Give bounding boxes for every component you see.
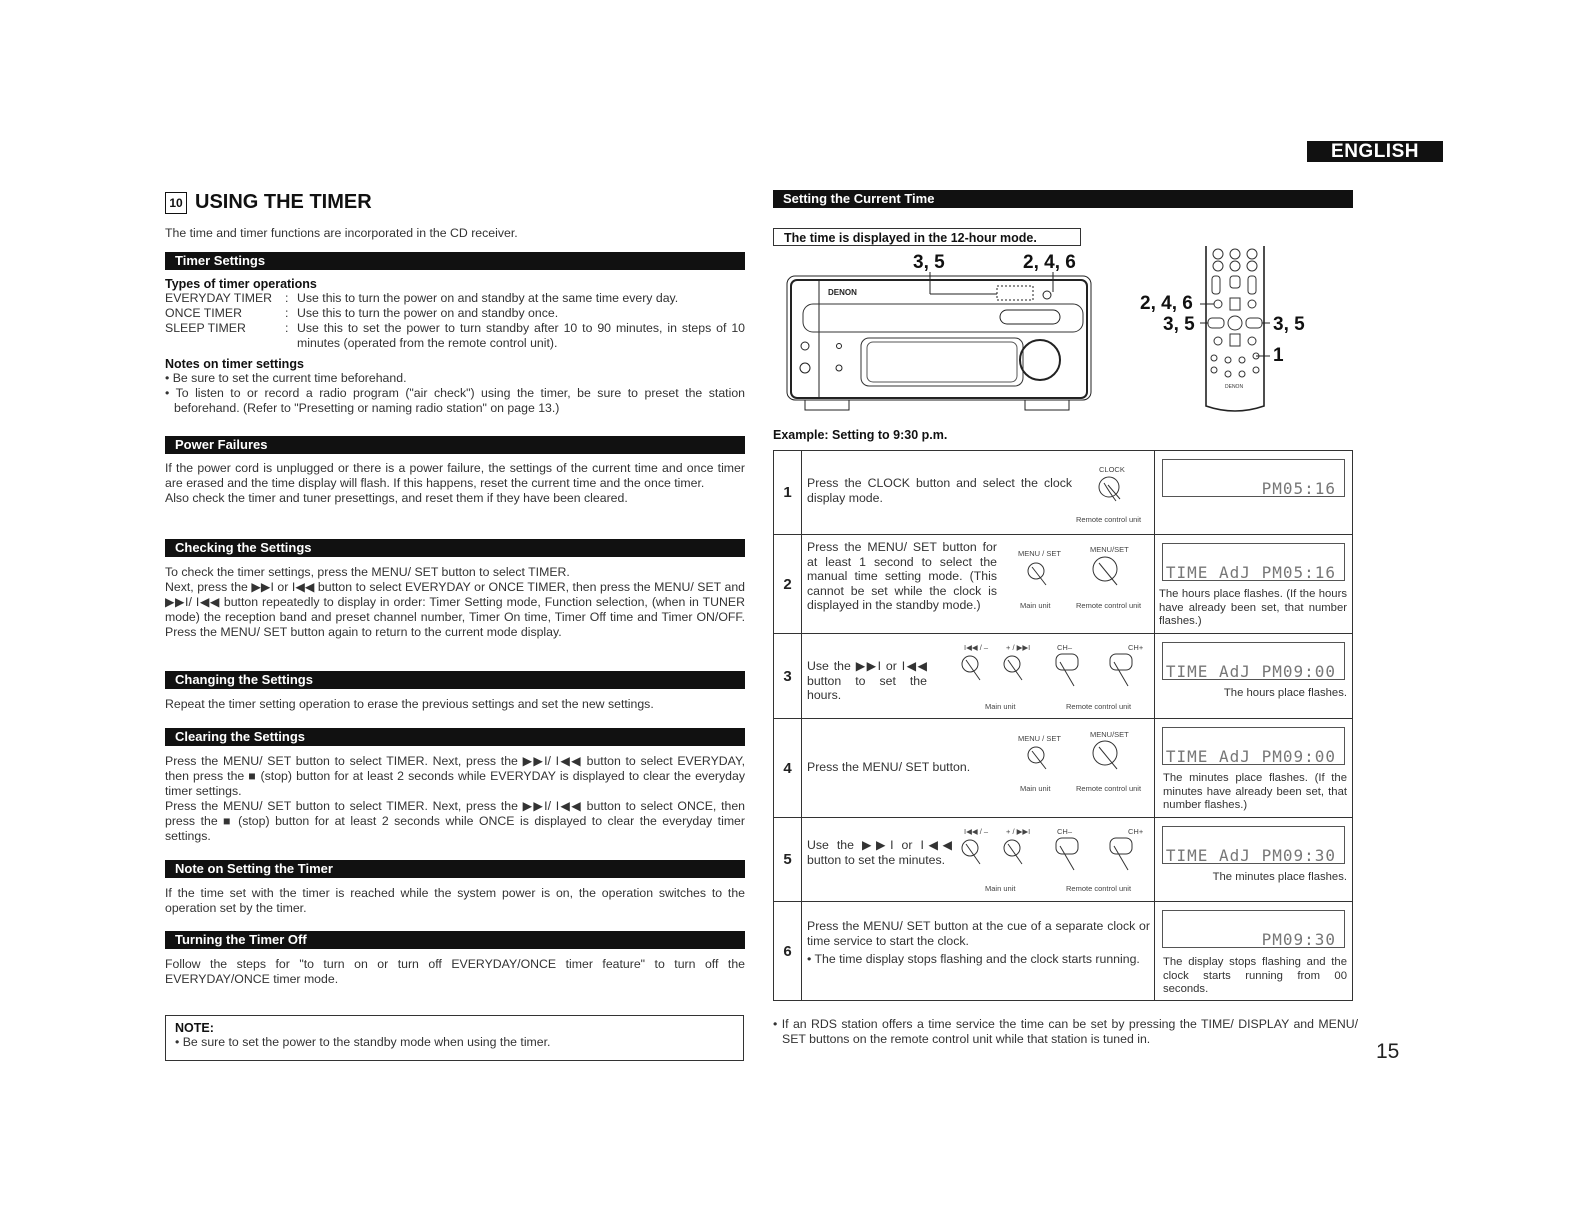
display-column bbox=[1154, 451, 1352, 534]
step-text: Press the MENU/ SET button. bbox=[807, 760, 971, 774]
remote-brand: DENON bbox=[1225, 384, 1244, 390]
step-text: Press the CLOCK button and select the clock display mode. bbox=[807, 476, 1072, 505]
heading-checking-settings: Checking the Settings bbox=[165, 539, 745, 557]
power-failures-p2: Also check the timer and tuner presettings, and reset them if they have been cleared. bbox=[165, 491, 628, 505]
display-note: The hours place flashes. bbox=[1223, 687, 1347, 699]
timer-type-desc: Use this to turn the power on and standby once. bbox=[297, 306, 559, 320]
remote-unit-label: Remote control unit bbox=[1076, 784, 1142, 793]
remote-label-a: 2, 4, 6 bbox=[1140, 293, 1193, 314]
menu-set-remote-label: MENU/SET bbox=[1090, 730, 1129, 739]
menu-set-main-label: MENU / SET bbox=[1018, 734, 1061, 743]
step-row bbox=[774, 902, 1352, 1000]
clock-button-icon bbox=[1094, 473, 1128, 507]
step-text: Press the MENU/ SET button for at least 1 second to select the manual time setting mode. (This cannot be set while the clock is displayed in the standby mode.) bbox=[807, 540, 997, 612]
lcd-display: TIME AdJ PM05:16 bbox=[1162, 543, 1345, 581]
note-setting-text: If the time set with the timer is reached while the system power is on, the operation switches to the operation set by the timer. bbox=[165, 886, 745, 915]
clock-label: CLOCK bbox=[1099, 465, 1125, 474]
twelve-hour-mode-note: The time is displayed in the 12-hour mode. bbox=[773, 228, 1081, 246]
rds-note: • If an RDS station offers a time service the time can be set by pressing the TIME/ DISPLAY and MENU/ SET buttons on the remote control unit while that station is tuned in. bbox=[773, 1017, 1358, 1046]
menu-set-main-icon bbox=[1024, 743, 1054, 773]
step-text: Use the ▶▶I or I◀◀ button to set the minutes. bbox=[807, 838, 952, 867]
step-text-bullet: • The time display stops flashing and the clock starts running. bbox=[807, 952, 1140, 966]
step-row bbox=[774, 535, 1352, 634]
turning-off-text: Follow the steps for "to turn on or turn off EVERYDAY/ONCE timer feature" to turn off the EVERYDAY/ONCE timer mode. bbox=[165, 957, 745, 986]
step-number: 6 bbox=[774, 902, 802, 1000]
display-column bbox=[1154, 634, 1352, 718]
skip-back-label: I◀◀ / – bbox=[964, 827, 989, 836]
step-text: Use the ▶▶I or I◀◀ button to set the hours. bbox=[807, 659, 927, 702]
step-row bbox=[774, 634, 1352, 719]
page-number: 15 bbox=[1376, 1040, 1400, 1063]
menu-set-remote-icon bbox=[1089, 553, 1125, 589]
heading-power-failures: Power Failures bbox=[165, 436, 745, 454]
heading-turning-timer-off: Turning the Timer Off bbox=[165, 931, 745, 949]
timer-types-block bbox=[165, 277, 745, 416]
unit-brand: DENON bbox=[828, 288, 857, 297]
step-number: 1 bbox=[774, 451, 802, 534]
lcd-display: TIME AdJ PM09:30 bbox=[1162, 826, 1345, 864]
note-box bbox=[165, 1015, 744, 1061]
skip-back-label: I◀◀ / – bbox=[964, 643, 989, 652]
note-text: • Be sure to set the power to the standby mode when using the timer. bbox=[175, 1035, 551, 1049]
main-unit-label: Main unit bbox=[1020, 784, 1051, 793]
chapter-title: USING THE TIMER bbox=[195, 191, 372, 213]
step-row bbox=[774, 818, 1352, 902]
steps-table bbox=[773, 450, 1353, 1001]
clearing-p1: Press the MENU/ SET button to select TIMER. Next, press the ▶▶I/ I◀◀ button to select EVERYDAY, then press the ■ (stop) button for at least 2 seconds while EVERYDAY is displayed to clear the everyday timer settings. bbox=[165, 754, 745, 798]
menu-set-main-icon bbox=[1024, 559, 1054, 589]
example-title: Example: Setting to 9:30 p.m. bbox=[773, 428, 948, 442]
timer-type-desc: Use this to turn the power on and standby at the same time every day. bbox=[297, 291, 679, 305]
heading-setting-current-time: Setting the Current Time bbox=[773, 190, 1353, 208]
checking-text bbox=[165, 565, 745, 640]
remote-label-b: 3, 5 bbox=[1163, 314, 1195, 335]
language-tab: ENGLISH bbox=[1307, 141, 1443, 162]
step-text-main: Press the MENU/ SET button at the cue of a separate clock or time service to start the clock. bbox=[807, 919, 1150, 948]
checking-p2: Next, press the ▶▶I or I◀◀ button to select EVERYDAY or ONCE TIMER, then press the MENU/ SET and ▶▶I/ I◀◀ button repeatedly to display in order: Timer Setting mode, Function selection, (when in TUNER mode) the reception band and preset channel number, Timer On time, Timer Off time and Timer ON/OFF. Press the MENU/ SET button again to return to the current mode display. bbox=[165, 580, 745, 639]
display-column bbox=[1154, 719, 1352, 817]
timer-type-row: SLEEP TIMER : Use this to set the power to turn standby after 10 to 90 minutes, in steps of 10 minutes (operated from the remote control unit). bbox=[165, 321, 745, 350]
timer-type-name: EVERYDAY TIMER bbox=[165, 291, 273, 305]
step-text bbox=[807, 919, 1150, 967]
display-note: The display stops flashing and the clock starts running from 00 seconds. bbox=[1163, 956, 1347, 995]
display-note: The minutes place flashes. (If the minutes have already been set, that number flashes.) bbox=[1163, 772, 1347, 811]
timer-type-name: ONCE TIMER bbox=[165, 306, 242, 320]
ch-minus-label: CH– bbox=[1057, 643, 1073, 652]
menu-set-remote-icon bbox=[1089, 737, 1125, 773]
lcd-display: TIME AdJ PM09:00 bbox=[1162, 727, 1345, 765]
step-number: 2 bbox=[774, 535, 802, 633]
clearing-text bbox=[165, 754, 745, 844]
heading-clearing-settings: Clearing the Settings bbox=[165, 728, 745, 746]
timer-note: • To listen to or record a radio program ("air check") using the timer, be sure to preset the station beforehand. (Refer to "Presetting or naming radio station" on page 13.) bbox=[165, 386, 745, 415]
unit-label-left: 3, 5 bbox=[913, 252, 945, 273]
main-unit-label: Main unit bbox=[985, 884, 1016, 893]
display-column bbox=[1154, 902, 1352, 1000]
page-title bbox=[165, 191, 372, 214]
checking-p1: To check the timer settings, press the MENU/ SET button to select TIMER. bbox=[165, 565, 570, 579]
skip-buttons-icon bbox=[960, 836, 1150, 880]
timer-type-row: ONCE TIMER : Use this to turn the power on and standby once. bbox=[165, 306, 745, 321]
remote-label-d: 1 bbox=[1273, 345, 1284, 366]
timer-type-desc: Use this to set the power to turn standby after 10 to 90 minutes, in steps of 10 minutes (operated from the remote control unit). bbox=[297, 321, 745, 350]
display-note: The hours place flashes. (If the hours have already been set, that number flashes.) bbox=[1159, 588, 1347, 627]
power-failures-p1: If the power cord is unplugged or there is a power failure, the settings of the current time and once timer are erased and the time display will flash. If this happens, reset the current time and the once timer. bbox=[165, 461, 745, 490]
timer-type-name: SLEEP TIMER bbox=[165, 321, 246, 335]
main-unit-label: Main unit bbox=[1020, 601, 1051, 610]
notes-title: Notes on timer settings bbox=[165, 357, 304, 371]
ch-minus-label: CH– bbox=[1057, 827, 1073, 836]
timer-type-row: EVERYDAY TIMER : Use this to turn the power on and standby at the same time every day. bbox=[165, 291, 745, 306]
lcd-display: TIME AdJ PM09:00 bbox=[1162, 642, 1345, 680]
heading-note-setting-timer: Note on Setting the Timer bbox=[165, 860, 745, 878]
lcd-display: PM05:16 bbox=[1162, 459, 1345, 497]
power-failures-text bbox=[165, 461, 745, 506]
skip-fwd-label: + / ▶▶I bbox=[1006, 827, 1031, 836]
lcd-display: PM09:30 bbox=[1162, 910, 1345, 948]
step-number: 5 bbox=[774, 818, 802, 901]
clearing-p2: Press the MENU/ SET button to select TIMER. Next, press the ▶▶I/ I◀◀ button to select ONCE, then press the ■ (stop) button for at least 2 seconds while ONCE is displayed to clear the everyday timer settings. bbox=[165, 799, 745, 843]
step-row bbox=[774, 451, 1352, 535]
remote-unit-label: Remote control unit bbox=[1066, 884, 1132, 893]
unit-label-right: 2, 4, 6 bbox=[1023, 252, 1076, 273]
ch-plus-label: CH+ bbox=[1128, 643, 1144, 652]
intro-text: The time and timer functions are incorporated in the CD receiver. bbox=[165, 226, 518, 240]
display-column bbox=[1154, 818, 1352, 901]
ch-plus-label: CH+ bbox=[1128, 827, 1144, 836]
display-note: The minutes place flashes. bbox=[1212, 871, 1347, 883]
changing-text: Repeat the timer setting operation to erase the previous settings and set the new settings. bbox=[165, 697, 654, 711]
remote-unit-label: Remote control unit bbox=[1076, 601, 1142, 610]
step-number: 3 bbox=[774, 634, 802, 718]
main-unit-label: Main unit bbox=[985, 702, 1016, 711]
note-title: NOTE: bbox=[175, 1021, 214, 1035]
menu-set-remote-label: MENU/SET bbox=[1090, 545, 1129, 554]
step-row bbox=[774, 719, 1352, 818]
menu-set-main-label: MENU / SET bbox=[1018, 549, 1061, 558]
heading-changing-settings: Changing the Settings bbox=[165, 671, 745, 689]
step-number: 4 bbox=[774, 719, 802, 817]
remote-label-c: 3, 5 bbox=[1273, 314, 1305, 335]
remote-unit-label: Remote control unit bbox=[1066, 702, 1132, 711]
skip-buttons-icon bbox=[960, 652, 1150, 696]
timer-note: • Be sure to set the current time beforehand. bbox=[165, 371, 407, 385]
chapter-number: 10 bbox=[165, 192, 187, 214]
remote-unit-label: Remote control unit bbox=[1076, 515, 1142, 524]
display-column bbox=[1154, 535, 1352, 633]
skip-fwd-label: + / ▶▶I bbox=[1006, 643, 1031, 652]
heading-timer-settings: Timer Settings bbox=[165, 252, 745, 270]
types-title: Types of timer operations bbox=[165, 277, 317, 291]
